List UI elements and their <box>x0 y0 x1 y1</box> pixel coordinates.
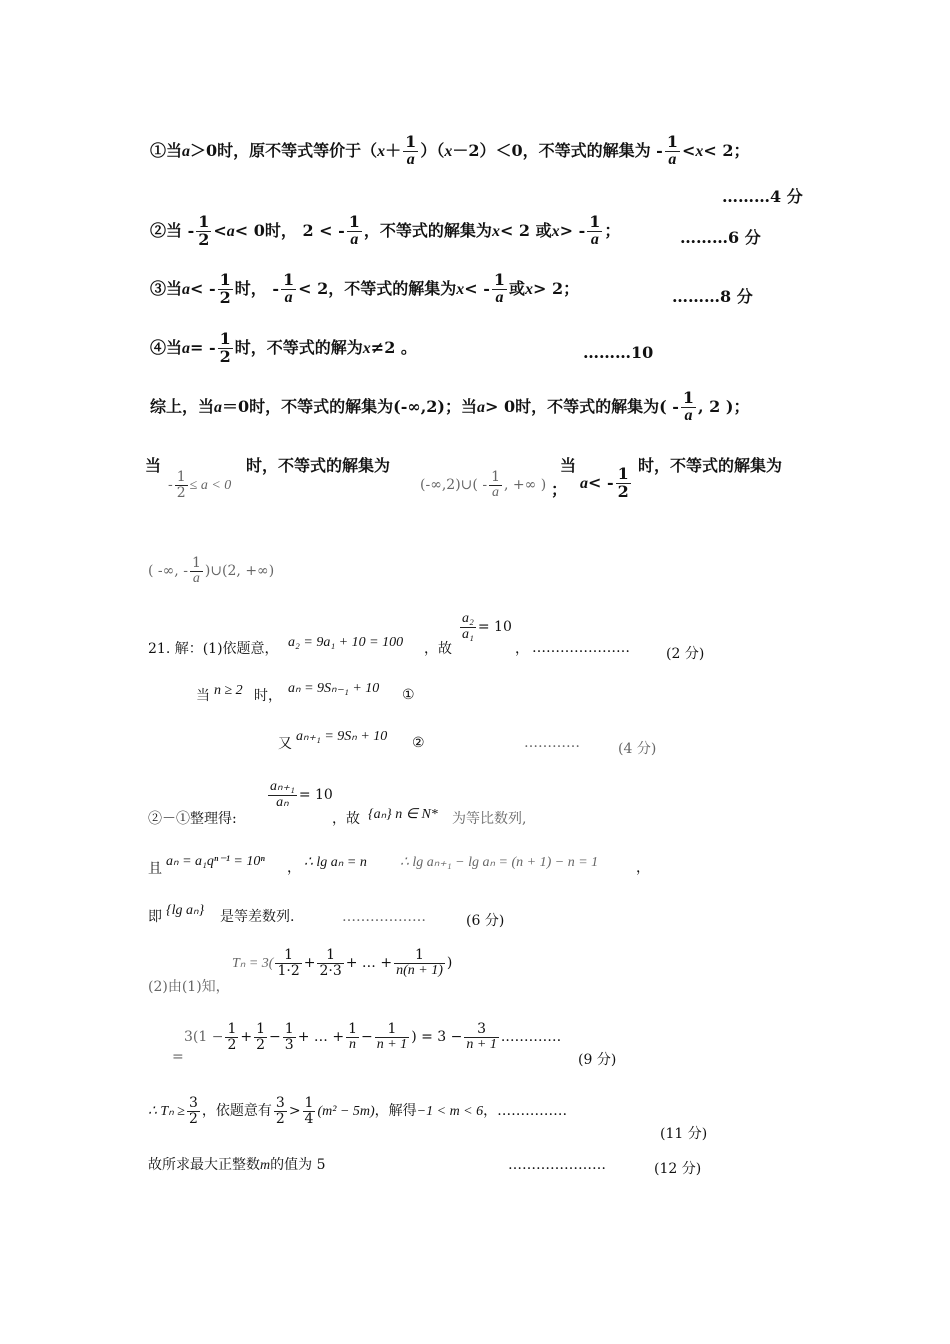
summary-line <box>150 390 749 425</box>
less-than: < <box>681 140 696 160</box>
var-x: x <box>551 222 560 240</box>
fraction-denominator: 2·3 <box>319 962 342 979</box>
case-3-text: < 2，不等式的解集为 <box>298 278 457 298</box>
fraction <box>254 1022 267 1052</box>
text: 故所求最大正整数 <box>148 1157 260 1173</box>
fraction <box>460 612 476 642</box>
fraction-denominator: n + 1 <box>466 1036 497 1052</box>
formula: {lg aₙ} <box>166 903 205 918</box>
fraction <box>616 466 631 501</box>
solution-set-formula <box>420 470 546 500</box>
dots: ………………… <box>508 1157 606 1173</box>
fraction-numerator: 1 <box>348 1021 357 1037</box>
interval-text: )∪(2, +∞) <box>204 563 275 580</box>
text: 时， <box>254 688 282 704</box>
interval-close: , +∞ ) <box>503 477 547 494</box>
less-than: < - <box>190 278 216 298</box>
fraction-denominator: 2 <box>256 1036 266 1053</box>
fraction-denominator: 3 <box>284 1036 294 1053</box>
fraction <box>403 134 418 169</box>
fraction-numerator: a₂ <box>462 611 474 626</box>
fraction-denominator: 2 <box>198 229 210 249</box>
score-marker: (4 分) <box>618 741 657 757</box>
fraction-denominator: 2 <box>219 287 231 307</box>
score-marker: (9 分) <box>578 1052 617 1068</box>
summary-text: 时，不等式的解集为 <box>638 456 783 475</box>
problem-21-heading: 21. 解：(1)依题意， <box>148 641 279 657</box>
interval-open: ( - <box>472 477 488 494</box>
score-marker: ………6 分 <box>680 228 761 247</box>
fraction-denominator: 2 <box>219 346 231 366</box>
text: 的值为 5 <box>270 1157 326 1173</box>
case-1-text: < 2； <box>703 140 750 160</box>
case-1-text: －2）＜0，不等式的解集为 - <box>452 140 663 160</box>
interval-close: , 2 ) <box>698 396 734 416</box>
fraction <box>175 470 188 500</box>
case-3-prefix: ③当 <box>150 278 183 298</box>
fraction-denominator: a <box>406 150 415 168</box>
fraction-numerator: 1 <box>198 212 210 231</box>
fraction <box>187 1096 200 1126</box>
summary-text: 当 <box>560 456 577 475</box>
fraction-denominator: a <box>192 570 200 586</box>
equation-label: ① <box>402 687 415 703</box>
case-4-prefix: ④当 <box>150 337 183 357</box>
var-a: a <box>182 339 191 357</box>
fraction-numerator: 1 <box>256 1021 266 1037</box>
fraction-numerator: 3 <box>464 1022 498 1038</box>
var-a: a <box>182 280 191 298</box>
equation-label: ② <box>412 735 425 751</box>
score-marker: (12 分) <box>654 1161 702 1177</box>
fraction <box>464 1022 498 1052</box>
summary-text: 当 <box>145 456 162 475</box>
case-1-text: ＞0时，原不等式等价于（ <box>190 140 378 160</box>
fraction <box>283 1022 296 1052</box>
fraction-numerator: 1 <box>617 464 629 483</box>
text: 又 <box>278 736 292 752</box>
fraction-numerator: 1 <box>219 270 231 289</box>
fraction-numerator: 1 <box>348 212 360 231</box>
fraction-numerator: 1 <box>666 132 678 151</box>
semicolon: ； <box>733 396 750 416</box>
fraction <box>225 1022 238 1052</box>
greater-than: > - <box>559 220 586 240</box>
fraction-denominator: 2 <box>227 1036 237 1053</box>
fraction-denominator: 2 <box>275 1110 285 1127</box>
fraction-denominator: 2 <box>617 481 629 501</box>
fraction <box>492 272 507 307</box>
fraction <box>218 272 233 307</box>
case-1-prefix: ①当 <box>150 140 183 160</box>
fraction <box>681 390 696 425</box>
text: 即 <box>148 909 162 925</box>
fraction <box>346 1022 359 1052</box>
fraction <box>275 948 301 978</box>
formula: a₂ = 9a₁ + 10 = 100 <box>288 635 404 650</box>
fraction-denominator: a <box>495 288 504 306</box>
fraction-denominator: 2 <box>176 484 186 501</box>
var-x: x <box>491 222 500 240</box>
plus-sign: ＋ <box>385 140 402 160</box>
less-than: < - <box>588 472 614 492</box>
minus-sign: - <box>168 477 173 494</box>
formula-text: −1 < m < 6 <box>416 1104 484 1120</box>
text: 且 <box>148 861 162 877</box>
fraction-numerator: aₙ₊₁ <box>270 779 295 794</box>
fraction-numerator: 3 <box>275 1095 285 1111</box>
fraction <box>317 948 343 978</box>
text: ，解得 <box>374 1103 417 1120</box>
fraction-denominator: a <box>684 406 693 424</box>
comma: ， <box>636 860 650 876</box>
case-3-text: 或 <box>509 278 526 298</box>
case-4-text: ≠2 。 <box>370 337 417 357</box>
var-a: a <box>580 474 588 492</box>
less-than: < <box>213 220 227 240</box>
case-4-text: 时，不等式的解为 <box>234 337 363 357</box>
fraction-denominator: n(n + 1) <box>396 962 443 978</box>
case-2-text: ，不等式的解集为 <box>363 220 492 240</box>
comma: ， <box>287 860 301 876</box>
fraction-denominator: 1·2 <box>277 962 300 979</box>
var-x: x <box>362 339 371 357</box>
condition-formula <box>168 470 231 500</box>
formula: aₙ₊₁ = 9Sₙ + 10 <box>296 729 388 744</box>
summary-text: 时，不等式的解集为 <box>246 456 391 475</box>
formula-text: ) <box>446 955 453 972</box>
fraction-numerator: 1 <box>219 329 231 348</box>
formula-text: + … + <box>297 1029 345 1046</box>
fraction-numerator: 1 <box>493 270 506 289</box>
equals-sign: = - <box>190 337 216 357</box>
minus-sign: − <box>269 1029 281 1046</box>
fraction <box>190 556 203 586</box>
fraction-denominator: aₙ <box>276 794 289 810</box>
fraction-numerator: 1 <box>394 948 445 964</box>
fraction <box>375 1022 409 1052</box>
fraction-denominator: a <box>590 230 599 248</box>
condition-formula <box>580 466 633 501</box>
summary-text: > 0时，不等式的解集为 <box>484 396 660 416</box>
fraction <box>268 780 297 810</box>
var-x: x <box>525 280 534 298</box>
fraction <box>303 1096 316 1126</box>
formula: ∴ lg aₙ = n <box>304 855 367 870</box>
formula-text: ) = 3 − <box>411 1029 463 1046</box>
final-answer-line <box>148 1158 325 1173</box>
fraction <box>281 272 296 307</box>
condition-text: ≤ a < 0 <box>189 478 232 494</box>
dots: ………………… <box>532 640 630 656</box>
var-x: x <box>444 142 453 160</box>
case-3-text: 时， - <box>234 278 279 298</box>
var-a: a <box>476 398 485 416</box>
formula-text: (m² − 5m) <box>317 1104 375 1120</box>
plus-sign: + <box>303 955 316 972</box>
score-marker: (2 分) <box>666 646 705 662</box>
formula: aₙ = a₁qⁿ⁻¹ = 10ⁿ <box>166 854 265 869</box>
case-2-prefix: ②当 - <box>150 220 195 240</box>
case-2-text: < 2 或 <box>499 220 552 240</box>
fraction-numerator: 1 <box>405 132 417 151</box>
interval-open: ( - <box>659 396 679 416</box>
formula <box>266 780 333 810</box>
semicolon: ； <box>551 480 568 499</box>
formula-text: ∴ Tₙ ≥ <box>148 1104 185 1120</box>
comma: ， <box>515 641 529 657</box>
semicolon: ； <box>604 220 621 240</box>
fraction <box>394 948 445 978</box>
case-1-text: ）（ <box>420 140 445 160</box>
fraction-numerator: 1 <box>375 1022 409 1038</box>
formula <box>458 612 512 642</box>
part-2-heading: (2)由(1)知， <box>148 979 230 995</box>
minus-sign: − <box>361 1029 373 1046</box>
fraction-numerator: 1 <box>283 270 295 289</box>
case-1-line <box>150 134 749 169</box>
text: 为等比数列, <box>452 811 527 827</box>
var-a: a <box>226 222 235 240</box>
var-m: m <box>260 1158 271 1173</box>
dots: ，…………… <box>483 1103 568 1120</box>
fraction-denominator: n <box>349 1036 357 1052</box>
fraction-denominator: a₁ <box>462 626 474 642</box>
fraction-numerator: 1 <box>317 948 343 964</box>
formula: ∴ lg aₙ₊₁ − lg aₙ = (n + 1) − n = 1 <box>400 855 599 870</box>
fraction-numerator: 1 <box>227 1021 237 1037</box>
fraction-denominator: 4 <box>304 1110 314 1127</box>
fraction <box>274 1096 287 1126</box>
var-x: x <box>695 142 704 160</box>
fraction-denominator: 2 <box>188 1110 198 1127</box>
inequality-line <box>148 1096 567 1126</box>
fraction-denominator: n + 1 <box>376 1036 408 1052</box>
fraction-numerator: 1 <box>682 388 695 407</box>
greater-than: > <box>288 1103 301 1120</box>
fraction <box>218 331 233 366</box>
score-marker: ………4 分 <box>722 187 803 206</box>
formula-text: = 10 <box>298 787 333 804</box>
text: 是等差数列. <box>220 909 295 925</box>
fraction-numerator: 3 <box>188 1095 198 1111</box>
interval-text: (-∞,2)∪ <box>420 477 473 494</box>
dots: .………… <box>500 1029 562 1046</box>
var-x: x <box>456 280 465 298</box>
plus-sign: + <box>240 1029 253 1046</box>
fraction <box>665 134 680 169</box>
var-a: a <box>214 398 223 416</box>
score-marker: ………8 分 <box>672 287 753 306</box>
case-2-line <box>150 214 620 249</box>
fraction-numerator: 1 <box>176 469 186 485</box>
case-3-line <box>150 272 579 307</box>
solution-set-formula <box>148 556 274 586</box>
fraction-numerator: 1 <box>491 469 500 485</box>
fraction-denominator: a <box>350 230 359 248</box>
score-marker: ………10 <box>583 343 654 362</box>
formula: {aₙ} n ∈ N* <box>368 807 438 822</box>
score-marker: (11 分) <box>660 1126 708 1142</box>
dots: ………… <box>524 735 580 751</box>
formula-text: = 10 <box>477 619 512 636</box>
text: ，故 <box>424 641 452 657</box>
formula-expansion <box>184 1022 561 1052</box>
summary-text: ＝0时，不等式的解集为(-∞,2)；当 <box>222 396 477 416</box>
text: ②－①整理得: <box>148 811 237 827</box>
fraction-numerator: 1 <box>284 1021 294 1037</box>
text: ，依题意有 <box>201 1103 272 1120</box>
formula-text: + … + <box>345 955 393 972</box>
fraction-numerator: 1 <box>275 948 301 964</box>
case-3-text: > 2； <box>533 278 580 298</box>
fraction-denominator: a <box>668 150 677 168</box>
formula-text: 3(1 − <box>184 1029 224 1046</box>
less-than: < - <box>464 278 490 298</box>
text: 当 <box>196 688 210 704</box>
summary-text: 综上，当 <box>150 396 215 416</box>
fraction-numerator: 1 <box>304 1095 314 1111</box>
dots: ……………… <box>342 909 426 925</box>
var-a: a <box>182 142 191 160</box>
score-marker: (6 分) <box>466 913 505 929</box>
equals-sign: = <box>172 1049 184 1065</box>
fraction-numerator: 1 <box>191 555 201 571</box>
fraction-numerator: 1 <box>589 212 601 231</box>
fraction <box>587 214 602 249</box>
case-4-line <box>150 331 417 366</box>
formula: aₙ = 9Sₙ₋₁ + 10 <box>288 681 380 696</box>
interval-text: ( -∞, - <box>148 563 188 580</box>
text: ，故 <box>332 811 360 827</box>
fraction-denominator: a <box>492 484 500 500</box>
fraction <box>347 214 362 249</box>
formula-text: Tₙ = 3( <box>232 956 274 972</box>
fraction <box>196 214 211 249</box>
fraction-denominator: a <box>284 288 293 306</box>
var-x: x <box>377 142 386 160</box>
formula-tn <box>232 948 452 978</box>
fraction <box>489 470 502 500</box>
case-2-text: < 0时， 2 < - <box>234 220 345 240</box>
formula: n ≥ 2 <box>214 683 243 698</box>
